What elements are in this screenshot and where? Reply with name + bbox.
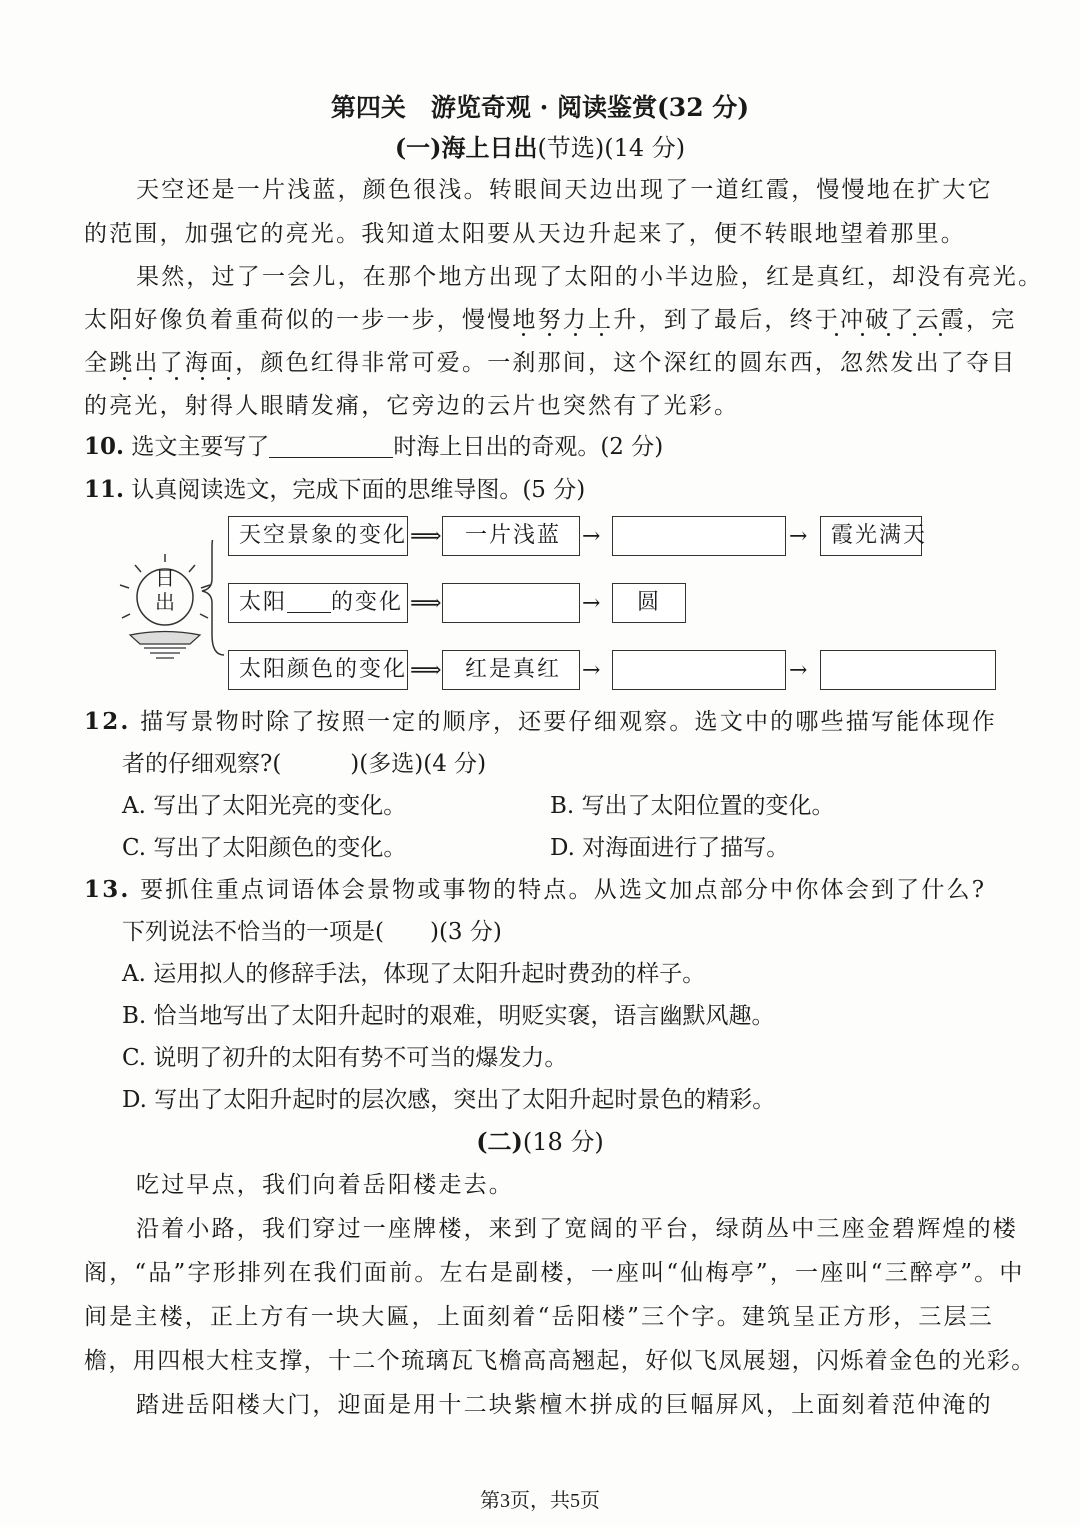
emphasis-dot <box>123 377 126 380</box>
question-11 <box>84 475 585 505</box>
p1-line-5: 全跳出了海面，颜色红得非常可爱。一刹那间，这个深红的圆东西，忽然发出了夺目 <box>84 350 1017 376</box>
question-13-text-1: 要抓住重点词语体会景物或事物的特点。从选文加点部分中你体会到了什么? <box>140 877 987 903</box>
emphasis-dot <box>149 377 152 380</box>
part1-title-rest: (节选)(14 分) <box>537 134 686 162</box>
emphasis-dot <box>861 333 864 336</box>
mind-map-row1-label: 天空景象的变化 <box>228 516 408 556</box>
row2-label-b: 的变化 <box>331 590 404 615</box>
question-13-line1 <box>84 875 986 905</box>
question-12-text-1: 描写景物时除了按照一定的顺序，还要仔细观察。选文中的哪些描写能体现作 <box>140 709 997 735</box>
part2-title-main: (二) <box>476 1127 523 1156</box>
option-12-b[interactable]: B. 写出了太阳位置的变化。 <box>550 793 835 819</box>
answer-blank[interactable] <box>287 590 331 613</box>
p1-line-2: 的范围，加强它的亮光。我知道太阳要从天边升起来了，便不转眼地望着那里。 <box>84 221 966 247</box>
center-char-2: 出 <box>155 590 175 614</box>
emphasis-dot <box>227 377 230 380</box>
question-number: 12. <box>84 708 131 735</box>
question-11-text: 认真阅读选文，完成下面的思维导图。(5 分) <box>131 477 586 503</box>
page-footer: 第3页，共5页 <box>480 1490 600 1512</box>
mind-map-row2-label <box>228 583 408 623</box>
mind-map-center <box>152 566 178 614</box>
part2-title-rest: (18 分) <box>522 1128 604 1156</box>
emphasis-dot <box>201 377 204 380</box>
emphasis-dot <box>548 333 551 336</box>
arrow-right-icon: → <box>582 658 601 683</box>
emphasis-dot <box>913 333 916 336</box>
question-10-text-a: 选文主要写了 <box>131 434 270 460</box>
mind-map-row3-box1: 红是真红 <box>442 650 580 690</box>
mind-map-row1-answer-box[interactable] <box>612 516 786 556</box>
option-12-c[interactable]: C. 写出了太阳颜色的变化。 <box>122 835 407 861</box>
p1-line-6: 的亮光，射得人眼睛发痛，它旁边的云片也突然有了光彩。 <box>84 393 740 419</box>
emphasis-dot <box>574 333 577 336</box>
row2-label-a: 太阳 <box>239 590 288 615</box>
arrow-right-icon: → <box>582 591 601 616</box>
section-title: 第四关 游览奇观 · 阅读鉴赏(32 分) <box>330 93 750 122</box>
arrow-right-icon: → <box>582 524 601 549</box>
option-13-a[interactable]: A. 运用拟人的修辞手法，体现了太阳升起时费劲的样子。 <box>122 961 706 987</box>
emphasis-dot <box>522 333 525 336</box>
double-arrow-icon: ⟹ <box>410 658 442 683</box>
p2-line-6: 踏进岳阳楼大门，迎面是用十二块紫檀木拼成的巨幅屏风，上面刻着范仲淹的 <box>136 1392 993 1418</box>
question-number: 10. <box>84 433 125 460</box>
option-13-b[interactable]: B. 恰当地写出了太阳升起时的艰难，明贬实褒，语言幽默风趣。 <box>122 1003 775 1029</box>
part1-title-main: (一)海上日出 <box>394 133 538 162</box>
p2-line-5: 檐，用四根大柱支撑，十二个琉璃瓦飞檐高高翘起，好似飞凤展翅，闪烁着金色的光彩。 <box>84 1348 1036 1374</box>
question-number: 13. <box>84 876 131 903</box>
question-12-line2: 者的仔细观察?( )(多选)(4 分) <box>122 751 487 777</box>
question-10 <box>84 432 663 462</box>
emphasis-dot <box>175 377 178 380</box>
double-arrow-icon: ⟹ <box>410 591 442 616</box>
p1-line-4: 太阳好像负着重荷似的一步一步，慢慢地努力上升，到了最后，终于冲破了云霞，完 <box>84 307 1017 333</box>
mind-map-row1-box1: 一片浅蓝 <box>442 516 580 556</box>
emphasis-dot <box>887 333 890 336</box>
answer-blank[interactable] <box>269 433 393 458</box>
p2-line-4: 间是主楼，正上方有一块大匾，上面刻着“岳阳楼”三个字。建筑呈正方形，三层三 <box>84 1304 994 1330</box>
p2-line-1: 吃过早点，我们向着岳阳楼走去。 <box>136 1172 514 1198</box>
p1-line-3: 果然，过了一会儿，在那个地方出现了太阳的小半边脸，红是真红，却没有亮光。 <box>136 264 1044 290</box>
p2-line-2: 沿着小路，我们穿过一座牌楼，来到了宽阔的平台，绿荫丛中三座金碧辉煌的楼 <box>136 1216 1018 1242</box>
question-13-line2: 下列说法不恰当的一项是( )(3 分) <box>122 919 502 945</box>
mind-map-row2-answer-box[interactable] <box>442 583 580 623</box>
question-10-text-b: 时海上日出的奇观。(2 分) <box>393 434 664 460</box>
part2-title <box>0 1127 1080 1157</box>
emphasis-dot <box>600 333 603 336</box>
option-13-c[interactable]: C. 说明了初升的太阳有势不可当的爆发力。 <box>122 1045 568 1071</box>
mind-map-row2-box2: 圆 <box>612 583 686 623</box>
mind-map-row3-label: 太阳颜色的变化 <box>228 650 408 690</box>
mind-map-row1-box3: 霞光满天 <box>820 516 922 556</box>
emphasis-dot <box>939 333 942 336</box>
double-arrow-icon: ⟹ <box>410 524 442 549</box>
question-12-line1 <box>84 707 997 737</box>
p1-line-1: 天空还是一片浅蓝，颜色很浅。转眼间天边出现了一道红霞，慢慢地在扩大它 <box>136 177 993 203</box>
option-12-a[interactable]: A. 写出了太阳光亮的变化。 <box>122 793 407 819</box>
option-12-d[interactable]: D. 对海面进行了描写。 <box>550 835 790 861</box>
part1-title <box>0 133 1080 163</box>
mind-map-row3-answer-box-1[interactable] <box>612 650 786 690</box>
center-char-1: 日 <box>155 566 175 590</box>
mind-map-row3-answer-box-2[interactable] <box>820 650 996 690</box>
emphasis-dot <box>835 333 838 336</box>
arrow-right-icon: → <box>789 658 808 683</box>
question-number: 11. <box>84 476 125 503</box>
p2-line-3: 阁，“品”字形排列在我们面前。左右是副楼，一座叫“仙梅亭”，一座叫“三醉亭”。中 <box>84 1260 1025 1286</box>
arrow-right-icon: → <box>789 524 808 549</box>
option-13-d[interactable]: D. 写出了太阳升起时的层次感，突出了太阳升起时景色的精彩。 <box>122 1087 776 1113</box>
